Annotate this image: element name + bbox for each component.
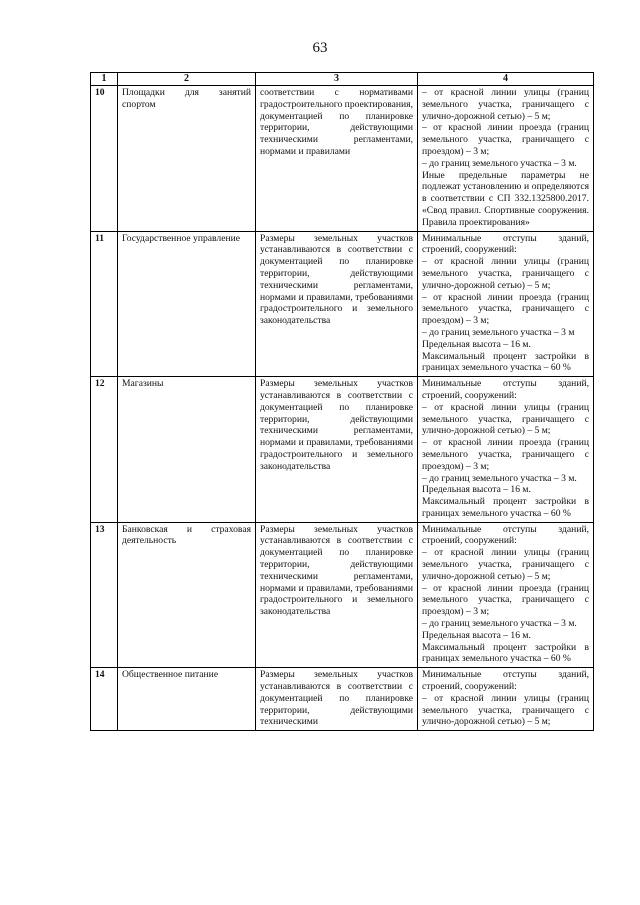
- parameters-cell: [418, 231, 594, 377]
- land-use-type-cell: Общественное питание: [118, 668, 256, 731]
- parameter-line: – от красной линии проезда (границ земельного участка, граничащего с проездом) – 3 м;: [422, 122, 589, 157]
- header-cell: 3: [256, 73, 418, 86]
- parameter-line: Минимальные отступы зданий, строений, сооружений:: [422, 669, 589, 693]
- land-use-type-cell: Банковская и страховая деятельность: [118, 522, 256, 668]
- parameters-cell: [418, 522, 594, 668]
- parameters-cell: [418, 86, 594, 232]
- parameter-line: – до границ земельного участка – 3 м.: [422, 157, 577, 169]
- plot-size-cell: [256, 86, 418, 232]
- parameter-line: Иные предельные параметры не подлежат установлению и определяются в соответствии с СП 332.1325800.2017. «Свод правил. Спортивные сооружения. Правила проектирования»: [422, 169, 589, 228]
- parameter-line: – от красной линии улицы (границ земельного участка, граничащего с улично-дорожной сетью) – 5 м;: [422, 87, 589, 122]
- parameter-line: Минимальные отступы зданий, строений, сооружений:: [422, 232, 589, 256]
- parameter-line: Максимальный процент застройки в границах земельного участка – 60 %: [422, 350, 589, 374]
- parameter-line: – от красной линии улицы (границ земельного участка, граничащего с улично-дорожной сетью) – 5 м;: [422, 256, 589, 291]
- table-row: [91, 86, 594, 232]
- plot-size-text: Размеры земельных участков устанавливаются в соответствии с документацией по планировке территории, действующими техническими регламентами, нормами и правилами, требованиями градостроительного и земельного законодательства: [260, 378, 413, 472]
- parameter-line: Минимальные отступы зданий, строений, сооружений:: [422, 523, 589, 547]
- header-cell: 1: [91, 73, 118, 86]
- table-body: [91, 73, 594, 731]
- parameter-line: Максимальный процент застройки в границах земельного участка – 60 %: [422, 496, 589, 519]
- plot-size-text: Размеры земельных участков устанавливаются в соответствии с документацией по планировке территории, действующими техническими регламентами, нормами и правилами, требованиями градостроительного и земельного законодательства: [260, 232, 413, 327]
- header-cell: 2: [118, 73, 256, 86]
- row-number-cell: 10: [91, 86, 118, 232]
- plot-size-cell: [256, 668, 418, 731]
- table-row: [91, 522, 594, 668]
- row-number-cell: 11: [91, 231, 118, 377]
- plot-size-text: Размеры земельных участков устанавливаются в соответствии с документацией по планировке территории, действующими техническими: [260, 669, 413, 728]
- parameter-line: Максимальный процент застройки в границах земельного участка – 60 %: [422, 641, 589, 665]
- table-row: [91, 377, 594, 523]
- parameter-line: – до границ земельного участка – 3 м: [422, 326, 575, 338]
- parameter-line: – от красной линии улицы (границ земельного участка, граничащего с улично-дорожной сетью) – 5 м;: [422, 547, 589, 582]
- plot-size-cell: [256, 522, 418, 668]
- table-row: [91, 231, 594, 377]
- document-table: [90, 72, 594, 731]
- parameter-line: – до границ земельного участка – 3 м.: [422, 618, 577, 630]
- parameters-cell: [418, 377, 594, 523]
- parameters-cell: [418, 668, 594, 731]
- land-use-type-cell: Государственное управление: [118, 231, 256, 377]
- parameter-line: – от красной линии улицы (границ земельного участка, граничащего с улично-дорожной сетью) – 5 м;: [422, 692, 589, 728]
- plot-size-cell: [256, 377, 418, 523]
- parameter-line: – от красной линии улицы (границ земельного участка, граничащего с улично-дорожной сетью) – 5 м;: [422, 401, 589, 437]
- land-use-type-cell: Магазины: [118, 377, 256, 523]
- row-number-cell: 12: [91, 377, 118, 523]
- row-number-cell: 14: [91, 668, 118, 731]
- plot-size-cell: [256, 231, 418, 377]
- parameter-line: – от красной линии проезда (границ земельного участка, граничащего с проездом) – 3 м;: [422, 437, 589, 472]
- parameter-line: Предельная высота – 16 м.: [422, 338, 531, 350]
- parameter-line: Минимальные отступы зданий, строений, сооружений:: [422, 378, 589, 401]
- land-use-type-cell: Площадки для занятий спортом: [118, 86, 256, 232]
- parameter-line: – от красной линии проезда (границ земельного участка, граничащего с проездом) – 3 м;: [422, 582, 589, 618]
- header-cell: 4: [418, 73, 594, 86]
- parameter-line: Предельная высота – 16 м.: [422, 484, 531, 496]
- parameter-line: – от красной линии проезда (границ земельного участка, граничащего с проездом) – 3 м;: [422, 291, 589, 327]
- table-header-row: [91, 73, 594, 86]
- plot-size-text: Размеры земельных участков устанавливаются в соответствии с документацией по планировке территории, действующими техническими регламентами, нормами и правилами, требованиями градостроительного и земельного законодательства: [260, 523, 413, 618]
- plot-size-text: соответствии с нормативами градостроительного проектирования, документацией по планировке территории, действующими техническими регламентами, нормами и правилами: [260, 87, 413, 157]
- parameter-line: – до границ земельного участка – 3 м.: [422, 472, 577, 484]
- page-number: 63: [312, 40, 328, 56]
- row-number-cell: 13: [91, 522, 118, 668]
- parameter-line: Предельная высота – 16 м.: [422, 629, 531, 641]
- table-row: [91, 668, 594, 731]
